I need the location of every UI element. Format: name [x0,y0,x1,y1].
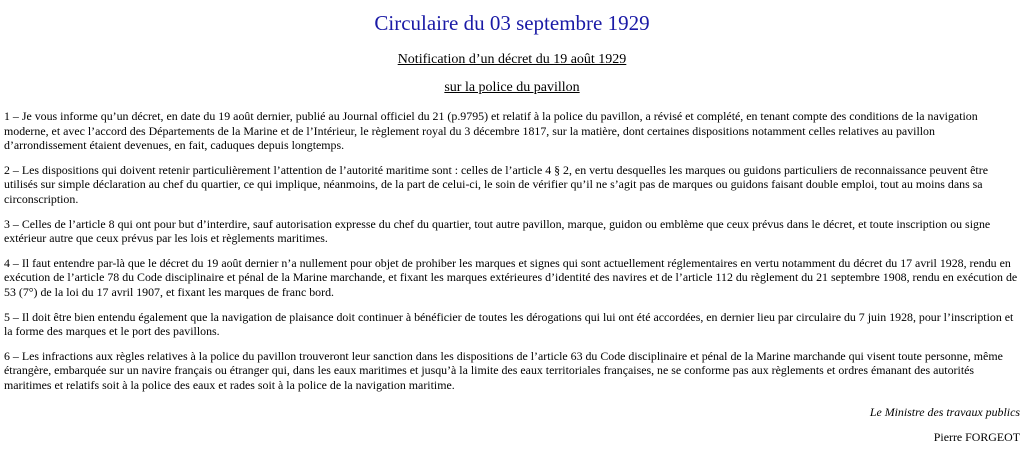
paragraph-2: 2 – Les dispositions qui doivent retenir particulièrement l’attention de l’autorité maritime sont : celles de l’article 4 § 2, en vertu desquelles les marques ou guidons particuliers de reconnaissance peuvent être utilisés sur simple déclaration au chef du quartier, ce qui implique, néanmoins, de la part de celui-ci, le soin de vérifier qu’il ne s’agit pas de marques ou guidons faisant double emploi, tout au moins dans sa circonscription. [4,162,988,206]
paragraph-3: 3 – Celles de l’article 8 qui ont pour but d’interdire, sauf autorisation expresse du chef du quartier, tout autre pavillon, marque, guidon ou emblème que ceux prévus dans le décret, et toute inscription ou signe extérieur autre que ceux prévus par les lois et règlements maritimes. [4,216,991,246]
paragraph-5: 5 – Il doit être bien entendu également que la navigation de plaisance doit continuer à bénéficier de toutes les dérogations qui lui ont été accordées, en dernier lieu par circulaire du 7 juin 1928, pour l’inscription et la forme des marques et le port des pavillons. [4,309,1014,339]
document-subtitle-notification: Notification d’un décret du 19 août 1929 [397,52,627,67]
signature-title: Le Ministre des travaux publics [869,404,1020,419]
document-subtitle-topic: sur la police du pavillon [444,80,580,95]
signature-name: Pierre FORGEOT [933,430,1020,445]
paragraph-6: 6 – Les infractions aux règles relatives à la police du pavillon trouveront leur sanction dans les dispositions de l’article 63 du Code disciplinaire et pénal de la Marine marchande qui visent toute personne, même étrangère, embarquée sur un navire français ou étranger qui, dans les eaux maritimes et jusqu’à la limite des eaux territoriales françaises, ne se conforme pas aux règlements et ordres émanant des autorités maritimes et relatifs soit à la police des eaux et rades soit à la police de la navigation maritime. [4,348,1003,392]
document-title: Circulaire du 03 septembre 1929 [374,11,650,35]
paragraph-4: 4 – Il faut entendre par-là que le décret du 19 août dernier n’a nullement pour objet de prohiber les marques et signes qui sont actuellement réglementaires en vertu notamment du décret du 17 avril 1928, rendu en exécution de l’article 78 du Code disciplinaire et pénal de la Marine marchande, et fixant les marques extérieures d’identité des navires et de l’article 112 du règlement du 21 septembre 1908, rendu en exécution de 53 (7°) de la loi du 17 avril 1907, et fixant les marques de franc bord. [4,255,1018,299]
paragraph-1: 1 – Je vous informe qu’un décret, en date du 19 août dernier, publié au Journal officiel du 21 (p.9795) et relatif à la police du pavillon, a révisé et complété, en tenant compte des conditions de la navigation moderne, et avec l’accord des Départements de la Marine et de l’Intérieur, le règlement royal du 3 décembre 1817, sur la matière, dont certaines dispositions notamment celles relatives au pavillon d’arrondissement étaient devenues, en fait, caduques depuis longtemps. [4,109,978,153]
